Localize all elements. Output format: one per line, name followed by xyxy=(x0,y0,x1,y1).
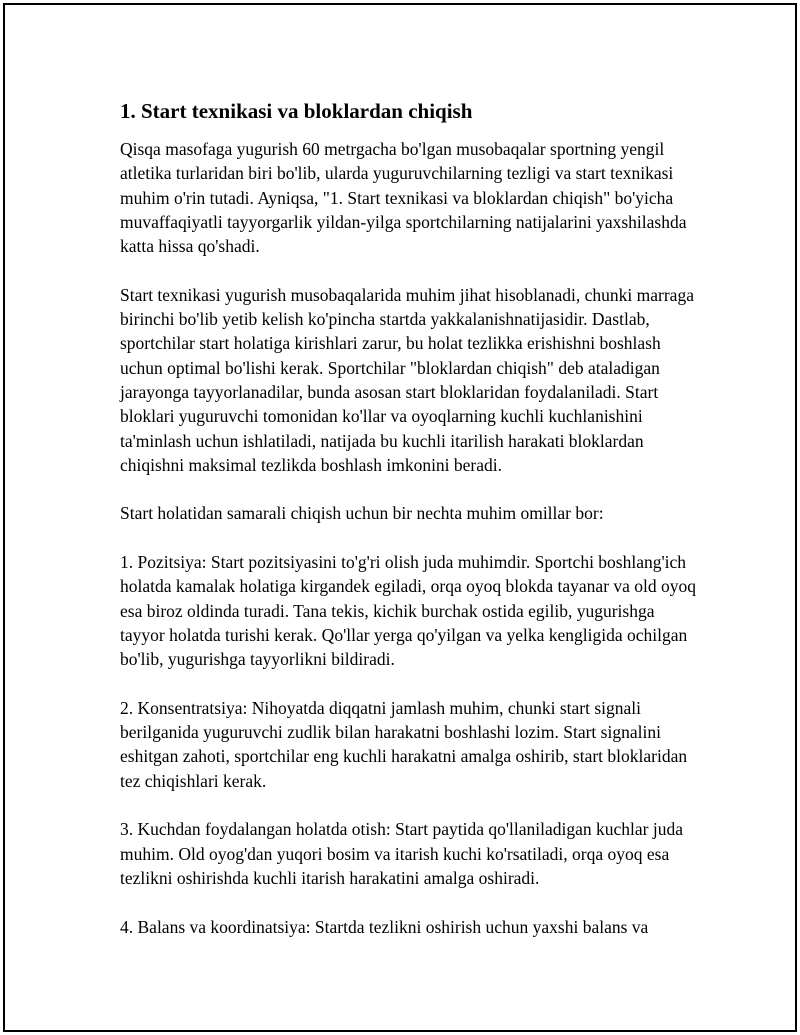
paragraph-factor-concentration: 2. Konsentratsiya: Nihoyatda diqqatni jamlash muhim, chunki start signali berilganida yuguruvchi zudlik bilan harakatni boshlashi lozim. Start signalini eshitgan zahoti, sportchilar eng kuchli harakatni amalga oshirib, start bloklaridan tez chiqishlari kerak. xyxy=(120,697,688,791)
paragraph-intro: Qisqa masofaga yugurish 60 metrgacha bo'lgan musobaqalar sportning yengil atletika turlaridan biri bo'lib, ularda yuguruvchilarning tezligi va start texnikasi muhim o'rin tutadi. Ayniqsa, "1. Start texnikasi va bloklardan chiqish" bo'yicha muvaffaqiyatli tayyorgarlik yildan-yilga sportchilarning natijalarini yaxshilashda katta hissa qo'shadi. xyxy=(120,139,687,257)
section-title: 1. Start texnikasi va bloklardan chiqish xyxy=(120,99,473,123)
paragraph-factor-force: 3. Kuchdan foydalangan holatda otish: Start paytida qo'llaniladigan kuchlar juda muhim. Old oyog'dan yuqori bosim va itarish kuchi ko'rsatiladi, orqa oyoq esa tezlikni oshirishda kuchli itarish harakatini amalga oshiradi. xyxy=(120,819,683,888)
document-page xyxy=(3,3,797,1032)
paragraph-factor-position: 1. Pozitsiya: Start pozitsiyasini to'g'ri olish juda muhimdir. Sportchi boshlang'ich holatda kamalak holatiga kirgandek egiladi, orqa oyoq blokda tayanar va old oyoq esa biroz oldinda turadi. Tana tekis, kichik burchak ostida egilib, yugurishga tayyor holatda turishi kerak. Qo'llar yerga qo'yilgan va yelka kengligida ochilgan bo'lib, yugurishga tayyorlikni bildiradi. xyxy=(120,552,697,670)
document-body xyxy=(120,97,700,963)
paragraph-factor-balance: 4. Balans va koordinatsiya: Startda tezlikni oshirish uchun yaxshi balans va xyxy=(120,916,649,937)
paragraph-start-technique: Start texnikasi yugurish musobaqalarida muhim jihat hisoblanadi, chunki marraga birinchi bo'lib yetib kelish ko'pincha startda yakkalanishnatijasidir. Dastlab, sportchilar start holatiga kirishlari zarur, bu holat tezlikka erishishni boshlash uchun optimal bo'lishi kerak. Sportchilar "bloklardan chiqish" deb ataladigan jarayonga tayyorlanadilar, bunda asosan start bloklaridan foydalaniladi. Start bloklari yuguruvchi tomonidan ko'llar va oyoqlarning kuchli kuchlanishini ta'minlash uchun ishlatiladi, natijada bu kuchli itarilish harakati bloklardan chiqishni maksimal tezlikda boshlash imkonini beradi. xyxy=(120,284,694,475)
paragraph-factors-intro: Start holatidan samarali chiqish uchun bir nechta muhim omillar bor: xyxy=(120,503,604,524)
